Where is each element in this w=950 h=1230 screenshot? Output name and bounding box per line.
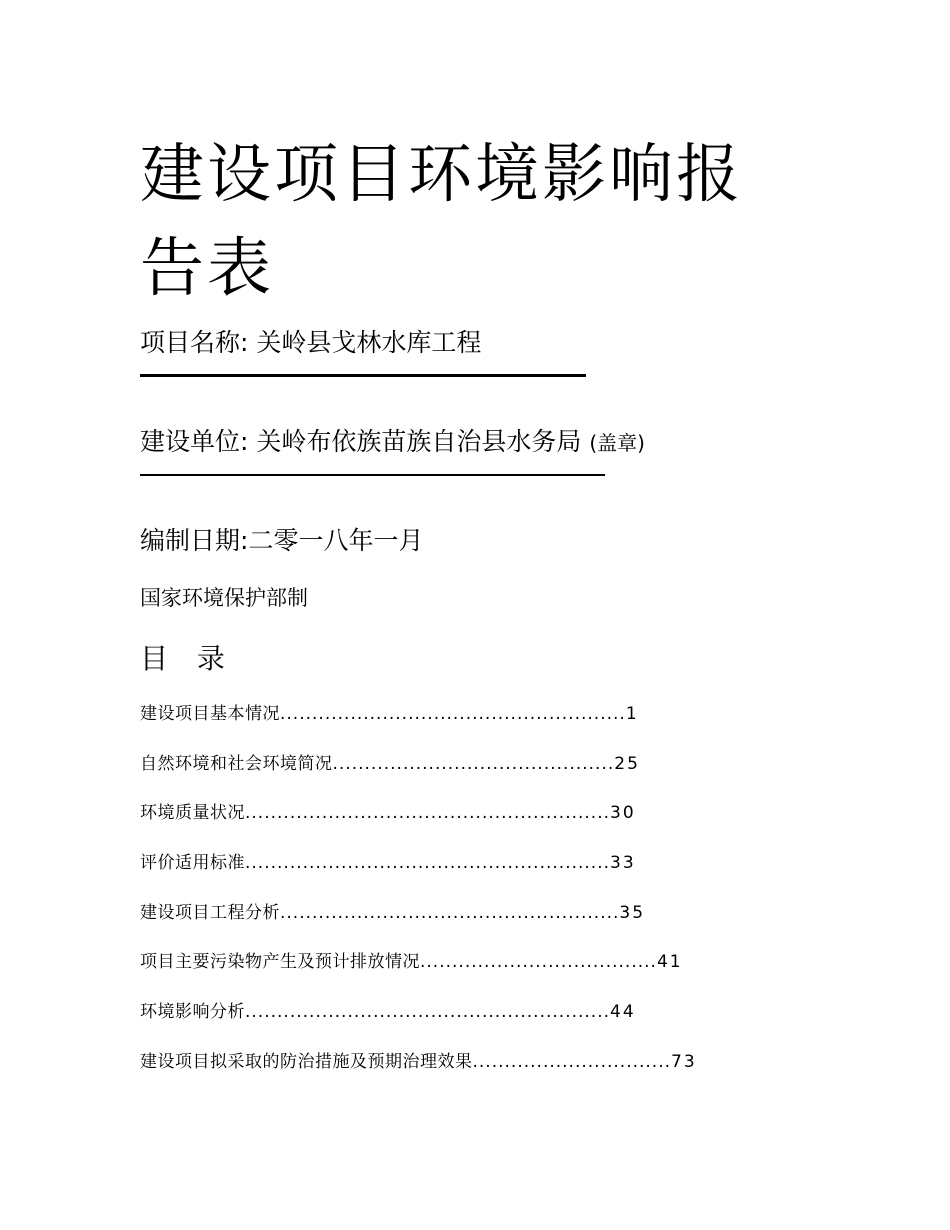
label-colon: : [240, 427, 257, 456]
toc-leader-dots: ..................................... [420, 952, 657, 973]
toc-item[interactable] [140, 750, 697, 800]
toc-leader-dots: ......................................................... [245, 853, 611, 874]
toc-item-page: 44 [610, 1002, 636, 1023]
toc-item[interactable] [140, 948, 697, 998]
toc-item-title: 项目主要污染物产生及预计排放情况 [140, 952, 420, 973]
toc-leader-dots: ......................................................... [245, 803, 611, 824]
compile-date-label: 编制日期 [140, 526, 241, 555]
toc-item[interactable] [140, 849, 697, 899]
toc-item[interactable] [140, 799, 697, 849]
toc-leader-dots: ............................... [472, 1051, 672, 1072]
toc-item-title: 环境影响分析 [140, 1002, 245, 1023]
document-title: 建设项目环境影响报告表 [140, 138, 743, 306]
toc-item-page: 41 [656, 952, 683, 973]
toc-heading: 目 录 [140, 642, 235, 675]
project-name-field [140, 327, 481, 359]
toc-item-page: 33 [610, 853, 636, 874]
toc-item-title: 建设项目拟采取的防治措施及预期治理效果 [140, 1051, 473, 1072]
toc-item[interactable] [140, 700, 697, 750]
toc-item[interactable] [140, 1048, 697, 1098]
label-colon: : [240, 328, 257, 357]
seal-note: (盖章) [589, 431, 645, 455]
builder-underline [140, 474, 605, 476]
issuer-text: 国家环境保护部制 [140, 586, 308, 610]
project-name-underline [140, 374, 586, 377]
toc-item-page: 1 [625, 704, 639, 724]
toc-item-title: 环境质量状况 [140, 803, 245, 824]
compile-date-value: 二零一八年一月 [248, 526, 424, 555]
toc-leader-dots: ......................................................... [245, 1002, 611, 1023]
compile-date-field [140, 525, 423, 557]
toc-item[interactable] [140, 998, 697, 1048]
toc-item-title: 建设项目工程分析 [140, 902, 280, 923]
project-name-value: 关岭县戈林水库工程 [256, 328, 482, 357]
toc-item-page: 25 [614, 753, 640, 774]
toc-item-page: 30 [610, 803, 636, 824]
builder-value: 关岭布依族苗族自治县水务局 [256, 427, 582, 456]
table-of-contents [140, 700, 697, 1098]
toc-item-page: 73 [671, 1051, 697, 1072]
label-colon: : [240, 526, 249, 555]
builder-field [140, 426, 645, 459]
toc-item-title: 自然环境和社会环境简况 [140, 753, 333, 774]
toc-item[interactable] [140, 899, 697, 949]
toc-leader-dots: ............................................ [332, 753, 615, 774]
toc-leader-dots: ...................................................... [280, 704, 626, 724]
project-name-label: 项目名称 [140, 328, 241, 357]
toc-item-title: 建设项目基本情况 [140, 704, 280, 724]
builder-label: 建设单位 [140, 427, 241, 456]
toc-leader-dots: ..................................................... [280, 902, 620, 923]
toc-item-title: 评价适用标准 [140, 853, 245, 874]
toc-item-page: 35 [619, 902, 646, 923]
